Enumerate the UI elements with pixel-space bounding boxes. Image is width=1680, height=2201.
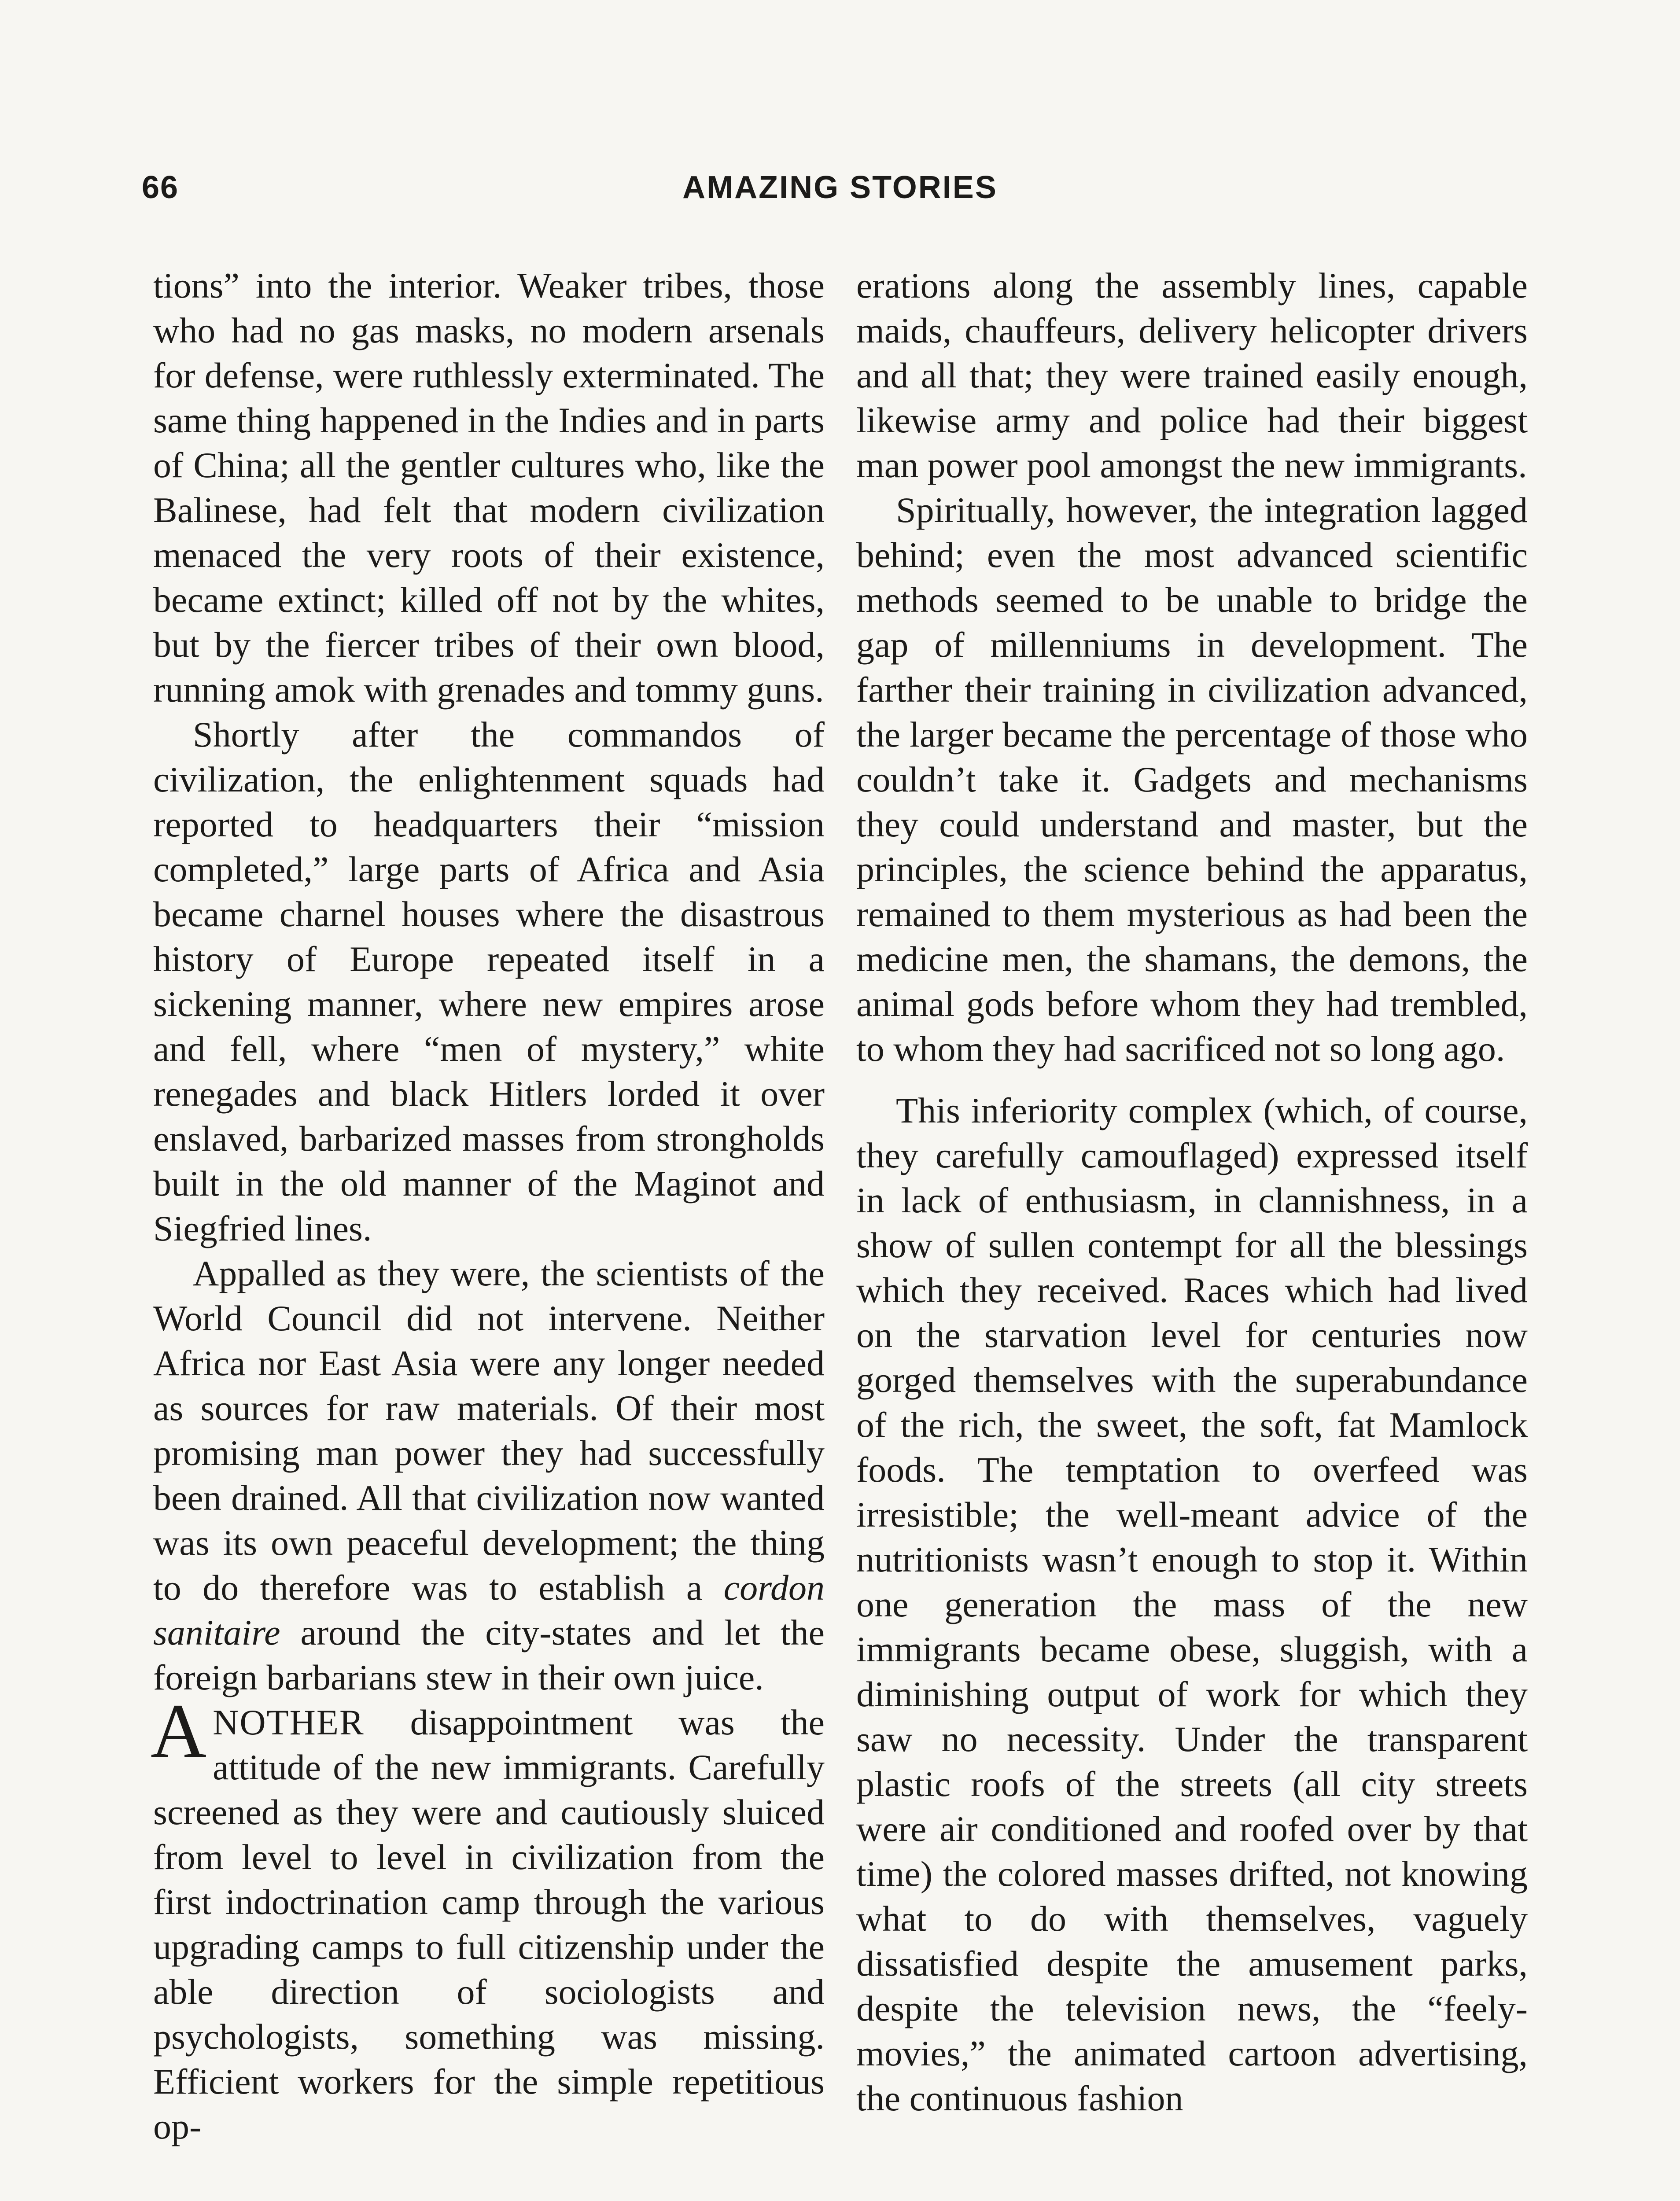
paragraph: tions” into the interior. Weaker tribes, those who had no gas masks, no modern arsenals for defense, were ruthlessly exterminated. The same thing happened in the Indies and in parts of China; all the gentler cultures who, like the Balinese, had felt that modern civilization menaced the very roots of their existence, became extinct; killed off not by the whites, but by the fiercer tribes of their own blood, running amok with grenades and tommy guns.	[153, 265, 825, 710]
running-title: AMAZING STORIES	[682, 170, 998, 205]
paragraph: Spiritually, however, the integration lagged behind; even the most advanced scientific methods seemed to be unable to bridge the gap of millenniums in development. The farther their training in civilization advanced, the larger became the percentage of those who couldn’t take it. Gadgets and mechanisms they could understand and master, but the principles, the science behind the apparatus, remained to them mysterious as had been the medicine men, the shamans, the demons, the animal gods before whom they had trembled, to whom they had sacrificed not so long ago.	[856, 490, 1528, 1069]
paragraph: Shortly after the commandos of civilization, the enlightenment squads had reported to headquarters their “mission completed,” large parts of Africa and Asia became charnel houses where the disastrous history of Europe repeated itself in a sickening manner, where new empires arose and fell, where “men of mystery,” white renegades and black Hitlers lorded it over enslaved, barbarized masses from strongholds built in the old manner of the Maginot and Siegfried lines.	[153, 714, 825, 1248]
italic-phrase: cordon sanitaire	[153, 1568, 825, 1653]
right-column	[856, 263, 1528, 2121]
paragraph: erations along the assembly lines, capable maids, chauffeurs, delivery helicopter drivers and all that; they were trained easily enough, likewise army and police had their biggest man power pool amongst the new immigrants.	[856, 265, 1528, 485]
small-caps-word: NOTHER	[213, 1702, 365, 1742]
paragraph: This inferiority complex (which, of course, they carefully camouflaged) expressed itself in lack of enthusiasm, in clannishness, in a show of sullen contempt for all the blessings which they received. Races which had lived on the starvation level for centuries now gorged themselves with the superabundance of the rich, the sweet, the soft, fat Mamlock foods. The temptation to overfeed was irresistible; the well-meant advice of the nutritionists wasn’t enough to stop it. Within one generation the mass of the new immigrants became obese, sluggish, with a diminishing output of work for which they saw no necessity. Under the transparent plastic roofs of the streets (all city streets were air conditioned and roofed over by that time) the colored masses drifted, not knowing what to do with themselves, vaguely dissatisfied despite the amusement parks, despite the television news, the “feely-movies,” the animated cartoon advertising, the continuous fashion	[856, 1090, 1528, 2118]
drop-cap-paragraph	[151, 1688, 825, 2149]
left-column	[153, 263, 825, 2149]
page-number: 66	[142, 170, 179, 205]
paragraph-text: disappointment was the attitude of the new immigrants. Carefully screened as they were and cautiously sluiced from level to level in civilization from the first indoctrination camp through the various upgrading camps to full citizenship under the able direction of sociologists and psychologists, something was missing. Efficient workers for the simple repetitious op-	[153, 1702, 825, 2146]
paragraph	[153, 1251, 825, 1700]
drop-cap-letter: A	[151, 1688, 207, 1774]
paragraph-text: around the city-states and let the foreign barbarians stew in their own juice.	[153, 1612, 825, 1697]
paragraph-text: Appalled as they were, the scientists of the World Council did not intervene. Neither Africa nor East Asia were any longer needed as sources for raw materials. Of their most promising man power they had successfully been drained. All that civilization now wanted was its own peaceful development; the thing to do therefore was to establish a	[153, 1253, 825, 1608]
